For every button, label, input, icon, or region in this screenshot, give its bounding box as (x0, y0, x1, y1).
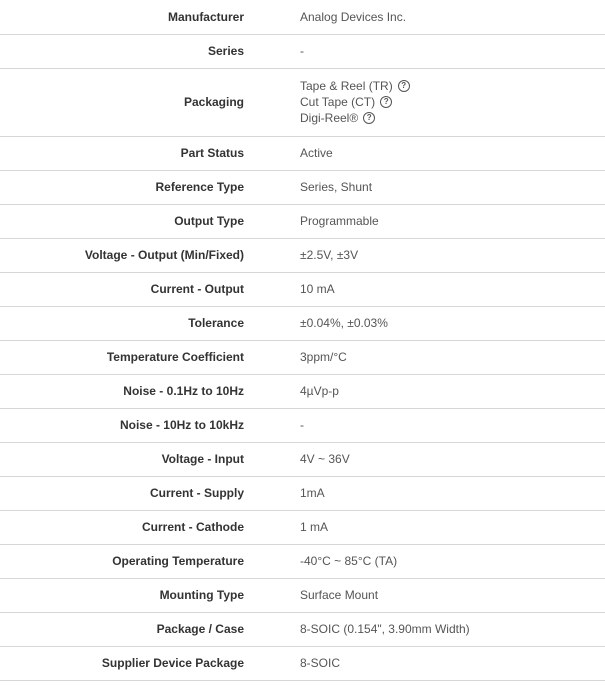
spec-value: Programmable (300, 204, 605, 238)
spec-value: Analog Devices Inc. (300, 0, 605, 34)
spec-value: 1mA (300, 476, 605, 510)
spec-label: Package / Case (0, 612, 244, 646)
spec-row-tolerance (0, 306, 605, 340)
spec-label: Mounting Type (0, 578, 244, 612)
spec-value: 8-SOIC (300, 646, 605, 680)
packaging-option-label: Digi-Reel® (300, 111, 359, 125)
spec-value: ±2.5V, ±3V (300, 238, 605, 272)
spec-label: Current - Cathode (0, 510, 244, 544)
help-icon[interactable]: ? (380, 96, 392, 108)
spec-label: Voltage - Input (0, 442, 244, 476)
spec-row-reference-type (0, 170, 605, 204)
packaging-option-cut-tape (300, 94, 605, 110)
spec-label: Current - Supply (0, 476, 244, 510)
spec-value: Active (300, 136, 605, 170)
spec-row-mounting-type (0, 578, 605, 612)
spec-value: 8-SOIC (0.154", 3.90mm Width) (300, 612, 605, 646)
spec-row-package-case (0, 612, 605, 646)
spec-label: Output Type (0, 204, 244, 238)
packaging-option-digi-reel (300, 110, 605, 126)
spec-row-manufacturer (0, 0, 605, 34)
spec-label: Part Status (0, 136, 244, 170)
spec-label: Noise - 10Hz to 10kHz (0, 408, 244, 442)
spec-label: Tolerance (0, 306, 244, 340)
spec-row-current-cathode (0, 510, 605, 544)
spec-label: Noise - 0.1Hz to 10Hz (0, 374, 244, 408)
help-icon[interactable]: ? (398, 80, 410, 92)
spec-value: Series, Shunt (300, 170, 605, 204)
packaging-option-tape-reel (300, 78, 605, 94)
spec-label: Voltage - Output (Min/Fixed) (0, 238, 244, 272)
packaging-option-label: Cut Tape (CT) (300, 95, 376, 109)
spec-value: - (300, 34, 605, 68)
spec-label: Temperature Coefficient (0, 340, 244, 374)
spec-row-operating-temperature (0, 544, 605, 578)
spec-row-part-status (0, 136, 605, 170)
spec-value: 1 mA (300, 510, 605, 544)
spec-label: Manufacturer (0, 0, 244, 34)
spec-label: Operating Temperature (0, 544, 244, 578)
spec-label: Packaging (0, 68, 244, 136)
spec-value: ±0.04%, ±0.03% (300, 306, 605, 340)
spec-label: Supplier Device Package (0, 646, 244, 680)
spec-row-noise-low-band (0, 374, 605, 408)
spec-row-output-type (0, 204, 605, 238)
spec-row-supplier-device-package (0, 646, 605, 680)
spec-value: 10 mA (300, 272, 605, 306)
spec-row-current-output (0, 272, 605, 306)
spec-value: - (300, 408, 605, 442)
spec-row-voltage-input (0, 442, 605, 476)
spec-row-noise-high-band (0, 408, 605, 442)
spec-value: -40°C ~ 85°C (TA) (300, 544, 605, 578)
packaging-options (300, 68, 605, 136)
spec-label: Current - Output (0, 272, 244, 306)
spec-row-voltage-output (0, 238, 605, 272)
packaging-option-label: Tape & Reel (TR) (300, 79, 393, 93)
help-icon[interactable]: ? (363, 112, 375, 124)
spec-label: Series (0, 34, 244, 68)
spec-value: Surface Mount (300, 578, 605, 612)
spec-value: 4V ~ 36V (300, 442, 605, 476)
spec-row-series (0, 34, 605, 68)
spec-value: 4µVp-p (300, 374, 605, 408)
spec-row-current-supply (0, 476, 605, 510)
spec-value: 3ppm/°C (300, 340, 605, 374)
spec-label: Reference Type (0, 170, 244, 204)
spec-row-temperature-coefficient (0, 340, 605, 374)
spec-row-packaging (0, 68, 605, 136)
